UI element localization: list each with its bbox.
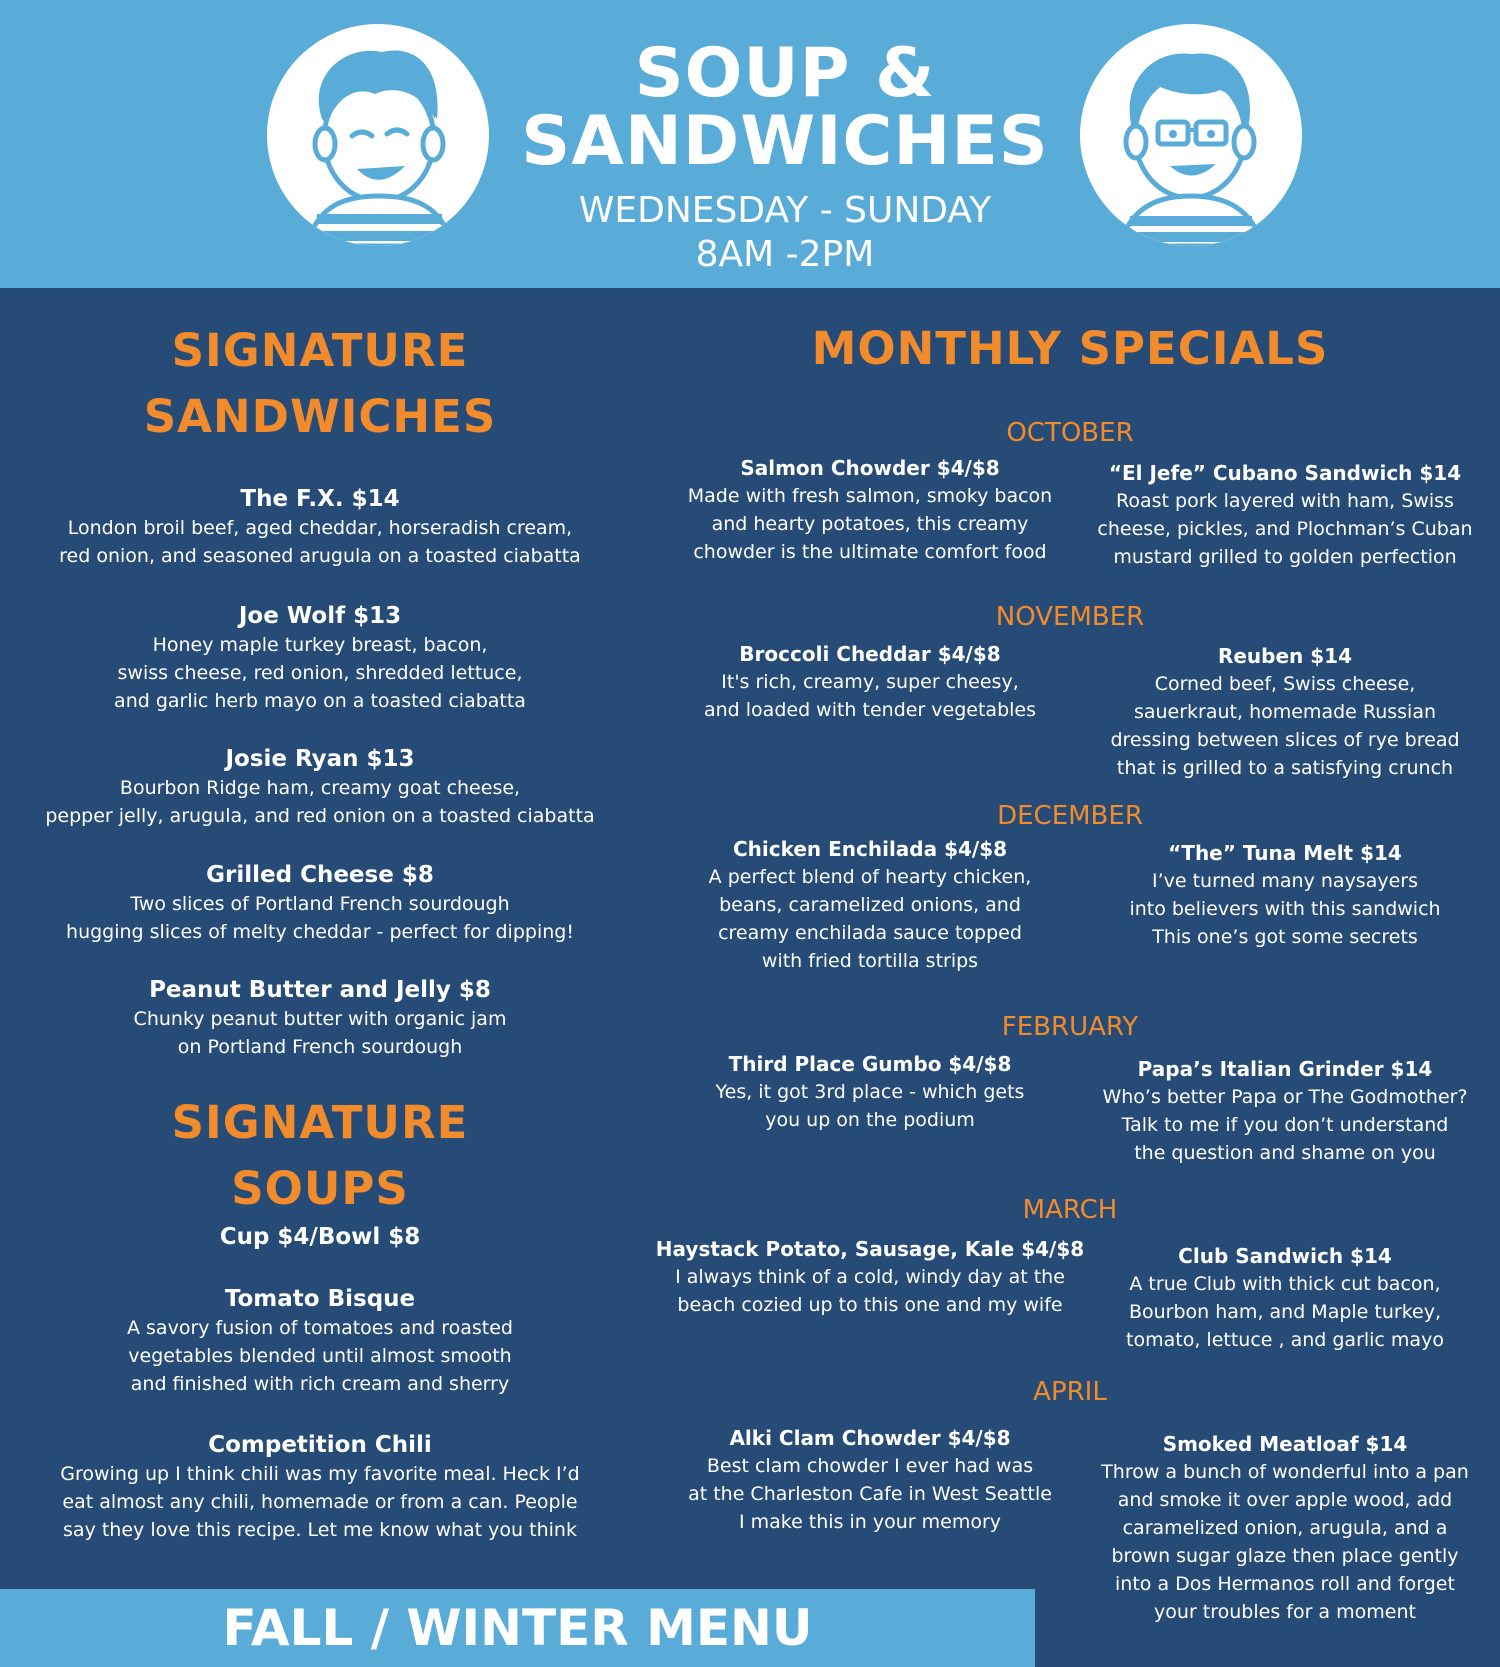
item-name: Papa’s Italian Grinder $14	[1137, 1057, 1433, 1081]
item-name: Alki Clam Chowder $4/$8	[729, 1426, 1011, 1450]
item-description: Growing up I think chili was my favorite meal. Heck I’d eat almost any chili, homemade or from a can. People say they love this recipe. Let me know what you think	[60, 1463, 580, 1541]
item-description: A perfect blend of hearty chicken, beans, caramelized onions, and creamy enchilada sauce topped with fried tortilla strips	[708, 866, 1032, 972]
item-name: Club Sandwich $14	[1178, 1244, 1392, 1268]
item-description: I always think of a cold, windy day at the beach cozied up to this one and my wife	[675, 1266, 1065, 1316]
menu-item	[0, 860, 640, 946]
item-description: Two slices of Portland French sourdough hugging slices of melty cheddar - perfect for dipping!	[66, 893, 574, 943]
menu-item	[0, 744, 640, 830]
heading-line: SIGNATURE	[171, 324, 469, 377]
item-name: Haystack Potato, Sausage, Kale $4/$8	[655, 1237, 1085, 1261]
month-label: OCTOBER	[1006, 418, 1134, 448]
boy-with-glasses-avatar-icon	[1080, 24, 1302, 246]
item-name: Salmon Chowder $4/$8	[740, 456, 1000, 480]
item-name: Broccoli Cheddar $4/$8	[739, 642, 1001, 666]
menu-item	[0, 1284, 640, 1398]
item-name: Joe Wolf $13	[238, 603, 402, 629]
page-title	[500, 34, 1070, 181]
item-description: Yes, it got 3rd place - which gets you up on the podium	[715, 1081, 1025, 1131]
special-soup	[650, 454, 1090, 566]
special-sandwich	[1070, 459, 1500, 571]
month-label: MARCH	[1022, 1195, 1118, 1225]
item-name: Reuben $14	[1217, 644, 1353, 668]
item-description: A true Club with thick cut bacon, Bourbon ham, and Maple turkey, tomato, lettuce , and garlic mayo	[1126, 1273, 1444, 1351]
item-description: I’ve turned many naysayers into believers with this sandwich This one’s got some secrets	[1129, 870, 1441, 948]
item-description: It's rich, creamy, super cheesy, and loaded with tender vegetables	[703, 671, 1037, 721]
heading-line: SANDWICHES	[143, 390, 497, 443]
item-name: “El Jefe” Cubano Sandwich $14	[1108, 461, 1462, 485]
heading-line: SIGNATURE	[171, 1096, 469, 1149]
item-description: Bourbon Ridge ham, creamy goat cheese, pepper jelly, arugula, and red onion on a toasted ciabatta	[45, 777, 595, 827]
monthly-specials-heading: MONTHLY SPECIALS	[811, 322, 1329, 375]
special-sandwich	[1070, 1242, 1500, 1354]
special-soup	[650, 1050, 1090, 1134]
special-soup	[650, 1424, 1090, 1536]
month-label: APRIL	[1033, 1377, 1107, 1407]
item-name: Smoked Meatloaf $14	[1162, 1432, 1408, 1456]
boy-avatar-icon	[267, 24, 489, 246]
item-description: Roast pork layered with ham, Swiss cheese, pickles, and Plochman’s Cuban mustard grilled to golden perfection	[1097, 490, 1473, 568]
item-name: Third Place Gumbo $4/$8	[728, 1052, 1012, 1076]
item-description: London broil beef, aged cheddar, horseradish cream, red onion, and seasoned arugula on a toasted ciabatta	[59, 517, 581, 567]
item-description: Chunky peanut butter with organic jam on Portland French sourdough	[133, 1008, 507, 1058]
footer-label: FALL / WINTER MENU	[222, 1599, 813, 1657]
special-soup	[650, 835, 1090, 975]
menu-item	[0, 601, 640, 715]
month-label: DECEMBER	[997, 801, 1143, 831]
open-days: WEDNESDAY - SUNDAY	[578, 190, 992, 231]
item-description: Made with fresh salmon, smoky bacon and hearty potatoes, this creamy chowder is the ultimate comfort food	[687, 485, 1053, 563]
special-sandwich	[1070, 642, 1500, 782]
title-line: SOUP &	[634, 34, 936, 113]
item-name: Tomato Bisque	[224, 1286, 416, 1312]
item-name: “The” Tuna Melt $14	[1168, 841, 1402, 865]
item-name: The F.X. $14	[240, 486, 400, 512]
item-name: Peanut Butter and Jelly $8	[149, 977, 491, 1003]
item-name: Chicken Enchilada $4/$8	[732, 837, 1008, 861]
special-sandwich	[1070, 839, 1500, 951]
item-description: A savory fusion of tomatoes and roasted vegetables blended until almost smooth and finished with rich cream and sherry	[127, 1317, 513, 1395]
menu-item	[0, 1430, 640, 1544]
month-label: NOVEMBER	[995, 602, 1145, 632]
soup-price: Cup $4/Bowl $8	[219, 1224, 421, 1250]
item-name: Josie Ryan $13	[225, 746, 415, 772]
item-description: Best clam chowder I ever had was at the Charleston Cafe in West Seattle I make this in your memory	[688, 1455, 1052, 1533]
title-line: SANDWICHES	[521, 102, 1049, 181]
special-soup	[650, 1235, 1090, 1319]
signature-sandwiches-heading	[0, 318, 640, 450]
item-name: Competition Chili	[208, 1432, 432, 1458]
special-soup	[650, 640, 1090, 724]
item-description: Throw a bunch of wonderful into a pan and smoke it over apple wood, add caramelized onion, arugula, and a brown sugar glaze then place gently into a Dos Hermanos roll and forget your troubles for a moment	[1101, 1461, 1469, 1623]
menu-item	[0, 975, 640, 1061]
open-hours: 8AM -2PM	[695, 234, 875, 275]
special-sandwich	[1070, 1430, 1500, 1626]
item-description: Corned beef, Swiss cheese, sauerkraut, homemade Russian dressing between slices of rye bread that is grilled to a satisfying crunch	[1110, 673, 1460, 779]
special-sandwich	[1070, 1055, 1500, 1167]
item-name: Grilled Cheese $8	[206, 862, 434, 888]
item-description: Honey maple turkey breast, bacon, swiss cheese, red onion, shredded lettuce, and garlic herb mayo on a toasted ciabatta	[114, 634, 526, 712]
signature-soups-heading	[0, 1090, 640, 1222]
item-description: Who’s better Papa or The Godmother? Talk to me if you don’t understand the question and shame on you	[1102, 1086, 1468, 1164]
month-label: FEBRUARY	[1001, 1012, 1139, 1042]
menu-item	[0, 484, 640, 570]
heading-line: SOUPS	[231, 1162, 409, 1215]
